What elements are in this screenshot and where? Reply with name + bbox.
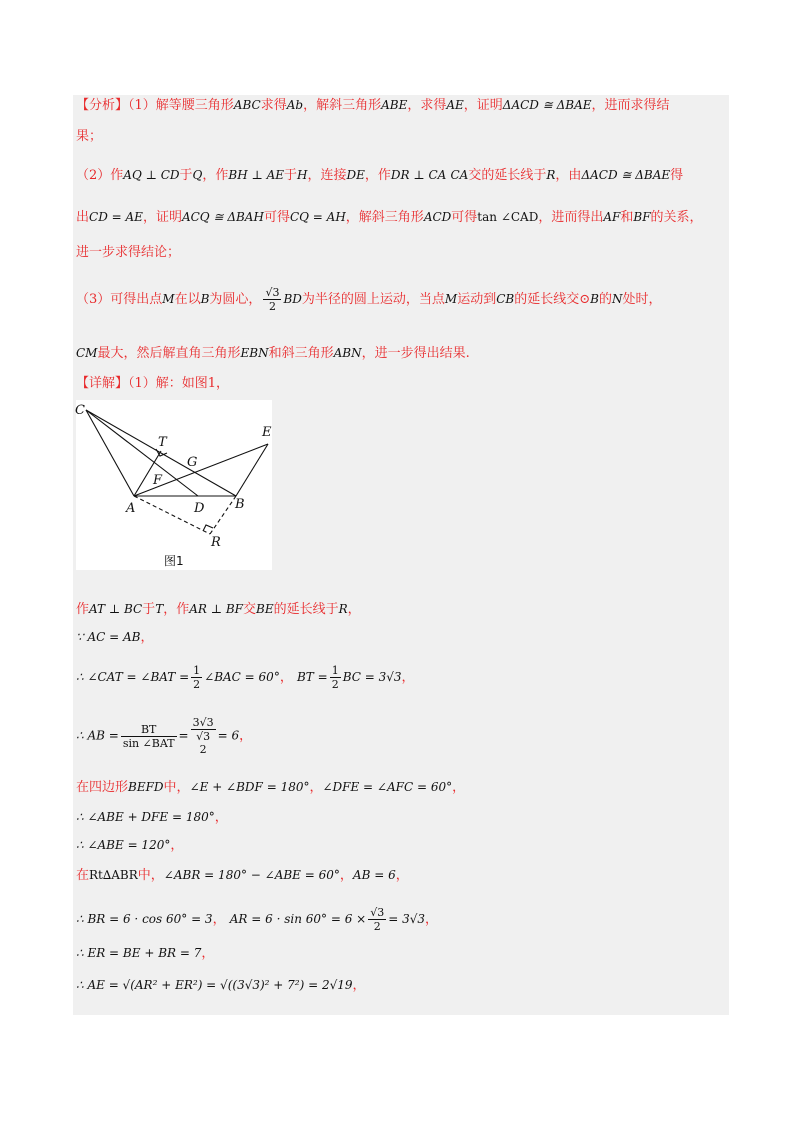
label-t: T [158, 435, 167, 450]
analysis-line-5: 进一步求得结论； [76, 245, 181, 260]
segment-br-dashed [210, 496, 236, 534]
detail-line-8: 在Rt∆ABR中，∠ABR = 180° − ∠ABE = 60°，AB = 6， [76, 868, 409, 883]
analysis-line-4: 出CD = AE，证明ACQ ≅ ΔBAH可得CQ = AH，解斜三角形ACD可得tan ∠CAD，进而得出AF和BF的关系， [76, 210, 703, 225]
analysis-line-3: （2）作AQ ⊥ CD于Q，作BH ⊥ AE于H，连接DE，作DR ⊥ CA CA交的延长线于R，由ΔACD ≅ ΔBAE得 [76, 168, 684, 183]
detail-line-1: 作AT ⊥ BC于T，作AR ⊥ BF交BE的延长线于R， [76, 602, 361, 617]
label-c: C [75, 403, 85, 418]
fraction-one-half-b: $\frac{1}{2}$ [331, 664, 339, 691]
detail-line-4: ∴ AB = $\frac{BT}{\text{sin ∠BAT}}$ = 3√3 √3 2 = 6， [76, 716, 253, 756]
fraction-sqrt3-over-2: $\frac{√3}{2}$ [265, 286, 280, 313]
segment-be [236, 444, 268, 496]
label-e: E [262, 425, 272, 440]
right-angle-r [203, 525, 213, 531]
analysis-line-7: CM最大，然后解直角三角形EBN和斜三角形ABN，进一步得出结果. [76, 346, 470, 361]
analysis-tag: 【分析】 [76, 98, 129, 113]
fraction-one-half-a: $\frac{1}{2}$ [193, 664, 201, 691]
figure-svg [76, 400, 272, 570]
detail-line-3: ∴ ∠CAT = ∠BAT = $\frac{1}{2}$ ∠BAC = 60°， BT = $\frac{1}{2}$ BC = 3√3， [76, 664, 415, 691]
detail-line-10: ∴ ER = BE + BR = 7， [76, 946, 215, 961]
analysis-line-2: 果； [76, 129, 103, 144]
detail-line-6: ∴ ∠ABE + DFE = 180°， [76, 810, 228, 825]
detail-line-5: 在四边形BEFD中，∠E + ∠BDF = 180°，∠DFE = ∠AFC = 60°， [76, 780, 466, 795]
fraction-sqrt3-over-2-b: $\frac{√3}{2}$ [370, 906, 385, 933]
segment-ca [86, 410, 134, 496]
fraction-bt-over-sin: $\frac{BT}{\text{sin ∠BAT}}$ [122, 722, 175, 750]
segment-ae [134, 444, 268, 496]
figure-caption: 图1 [164, 554, 184, 568]
detail-line-2: ∵ AC = AB， [76, 630, 154, 645]
label-b: B [235, 497, 245, 512]
fraction-3sqrt3-over-sqrt3-half: 3√3 √3 2 [192, 716, 214, 756]
label-d: D [194, 501, 205, 516]
detail-line-7: ∴ ∠ABE = 120°， [76, 838, 184, 853]
detail-tag: 【详解】 [76, 376, 129, 391]
detail-line-9: ∴ BR = 6 · cos 60° = 3， AR = 6 · sin 60° = 6 × $\frac{√3}{2}$ = 3√3， [76, 906, 439, 933]
detail-line-11: ∴ AE = √(AR² + ER²) = √((3√3)² + 7²) = 2√19， [76, 978, 366, 993]
geometry-figure [76, 400, 272, 570]
analysis-line-6: （3）可得出点M在以B为圆心， $\frac{√3}{2}$ BD为半径的圆上运动，当点M运动到CB的延长线交⊙B的N处时， [76, 286, 662, 313]
detail-heading: 【详解】（1）解：如图1， [76, 376, 230, 391]
label-g: G [187, 455, 198, 470]
label-f: F [153, 473, 163, 488]
label-a: A [126, 501, 136, 516]
label-r: R [211, 535, 221, 550]
analysis-line-1: 【分析】（1）解等腰三角形ABC求得Ab，解斜三角形ABE，求得AE，证明ΔACD ≅ ΔBAE，进而求得结 [76, 98, 670, 113]
